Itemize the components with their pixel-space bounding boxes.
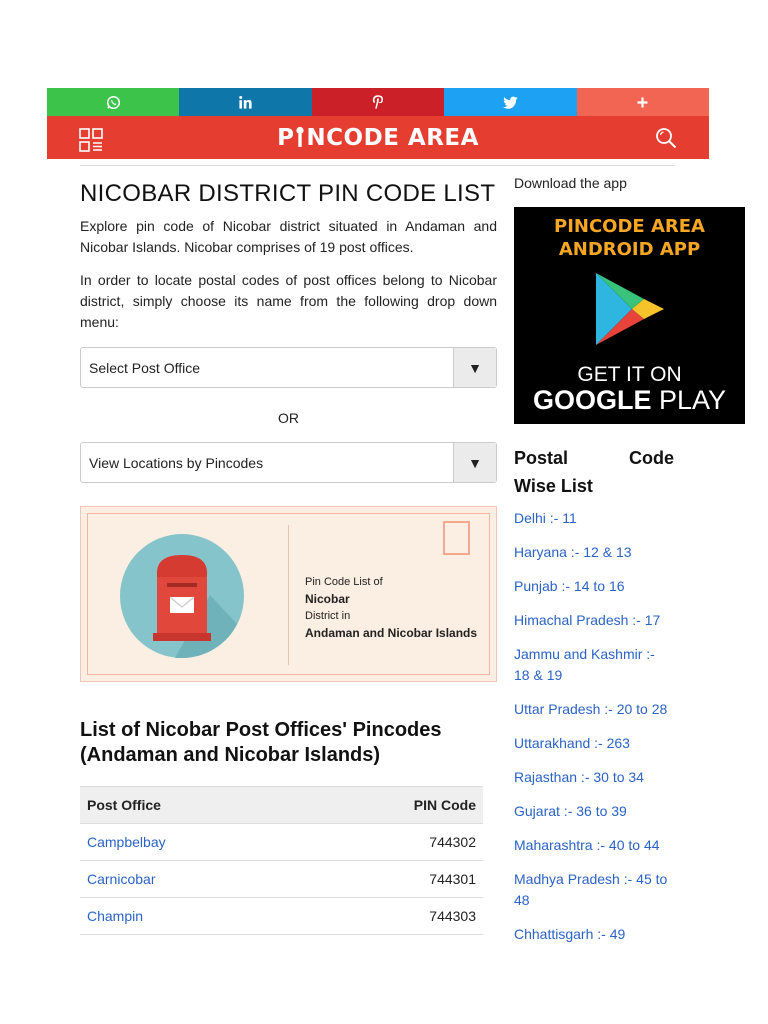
stamp-icon [443,521,470,555]
search-icon[interactable] [655,127,677,149]
site-logo[interactable] [47,125,709,151]
state-link[interactable]: Gujarat :- 36 to 39 [514,803,627,819]
instructions-text: In order to locate postal codes of post offices belong to Nicobar district, simply choose its name from the following drop down menu: [80,272,497,330]
post-office-select-label: Select Post Office [89,359,201,376]
main-content [80,180,497,935]
banner-caption [305,574,477,642]
logo-text-start: P [277,125,295,151]
table-row [80,824,483,861]
pin-code-cell: 744303 [301,898,483,935]
post-office-link[interactable]: Campbelbay [87,834,166,850]
whatsapp-icon [106,95,121,110]
linkedin-share-button[interactable] [179,88,311,116]
google-play-text [514,385,745,416]
chevron-down-icon[interactable]: ▼ [453,443,496,482]
table-header-row [80,787,483,824]
ad-title [514,215,745,261]
pincode-select-label: View Locations by Pincodes [89,454,264,471]
ad-title-line2: ANDROID APP [558,239,701,260]
state-link[interactable]: Delhi :- 11 [514,510,577,526]
logo-text-end: NCODE AREA [306,125,479,151]
state-link[interactable]: Uttar Pradesh :- 20 to 28 [514,701,668,717]
google-play-icon [594,271,666,347]
page-title: NICOBAR DISTRICT PIN CODE LIST [80,180,496,207]
table-row [80,861,483,898]
pin-code-cell: 744302 [301,824,483,861]
title-word-code: Code [629,448,674,468]
logo-pin-icon [294,125,306,151]
or-separator: OR [278,410,299,426]
pin-code-cell: 744301 [301,861,483,898]
postal-code-links [514,508,674,945]
banner-line1: Pin Code List of [305,576,383,588]
site-header [47,116,709,159]
pinterest-icon [371,94,385,110]
state-link[interactable]: Punjab :- 14 to 16 [514,578,625,594]
mailbox-icon [115,533,249,659]
banner-line3: District in [305,610,351,622]
google-word: GOOGLE [532,385,652,415]
banner-divider [288,525,289,665]
header-divider [80,165,675,166]
ad-title-line1: PINCODE AREA [554,216,705,237]
column-header-pin-code: PIN Code [301,787,483,824]
state-link[interactable]: Himachal Pradesh :- 17 [514,612,661,628]
banner-state: Andaman and Nicobar Islands [305,626,478,640]
post-office-table [80,786,483,935]
column-header-post-office: Post Office [80,787,301,824]
postal-code-list-title [514,444,674,500]
android-app-ad[interactable] [514,207,745,424]
district-banner [80,506,497,682]
get-it-on-text: GET IT ON [577,363,682,386]
post-office-link[interactable]: Champin [87,908,144,924]
chevron-down-icon[interactable]: ▼ [453,348,496,387]
state-link[interactable]: Madhya Pradesh :- 45 to 48 [514,871,668,908]
twitter-icon [503,96,518,109]
post-office-select[interactable] [80,347,497,388]
title-word-wise-list: Wise List [514,476,593,496]
plus-icon [637,97,648,108]
state-link[interactable]: Maharashtra :- 40 to 44 [514,837,660,853]
download-app-label: Download the app [514,175,627,191]
table-row [80,898,483,935]
post-office-link[interactable]: Carnicobar [87,871,156,887]
state-link[interactable]: Chhattisgarh :- 49 [514,926,626,942]
title-word-postal: Postal [514,448,569,468]
state-link[interactable]: Uttarakhand :- 263 [514,735,630,751]
sidebar [514,175,745,958]
twitter-share-button[interactable] [444,88,576,116]
pincode-select[interactable] [80,442,497,483]
pinterest-share-button[interactable] [312,88,444,116]
intro-text: Explore pin code of Nicobar district situated in Andaman and Nicobar Islands. Nicobar comprises of 19 post offices. [80,218,497,255]
banner-district: Nicobar [305,592,350,606]
section-title: List of Nicobar Post Offices' Pincodes (Andaman and Nicobar Islands) [80,719,442,766]
state-link[interactable]: Rajasthan :- 30 to 34 [514,769,644,785]
whatsapp-share-button[interactable] [47,88,179,116]
more-share-button[interactable] [577,88,709,116]
share-bar [47,88,709,116]
state-link[interactable]: Jammu and Kashmir :- 18 & 19 [514,646,655,683]
play-word: PLAY [658,385,727,415]
state-link[interactable]: Haryana :- 12 & 13 [514,544,632,560]
linkedin-icon [238,95,253,110]
